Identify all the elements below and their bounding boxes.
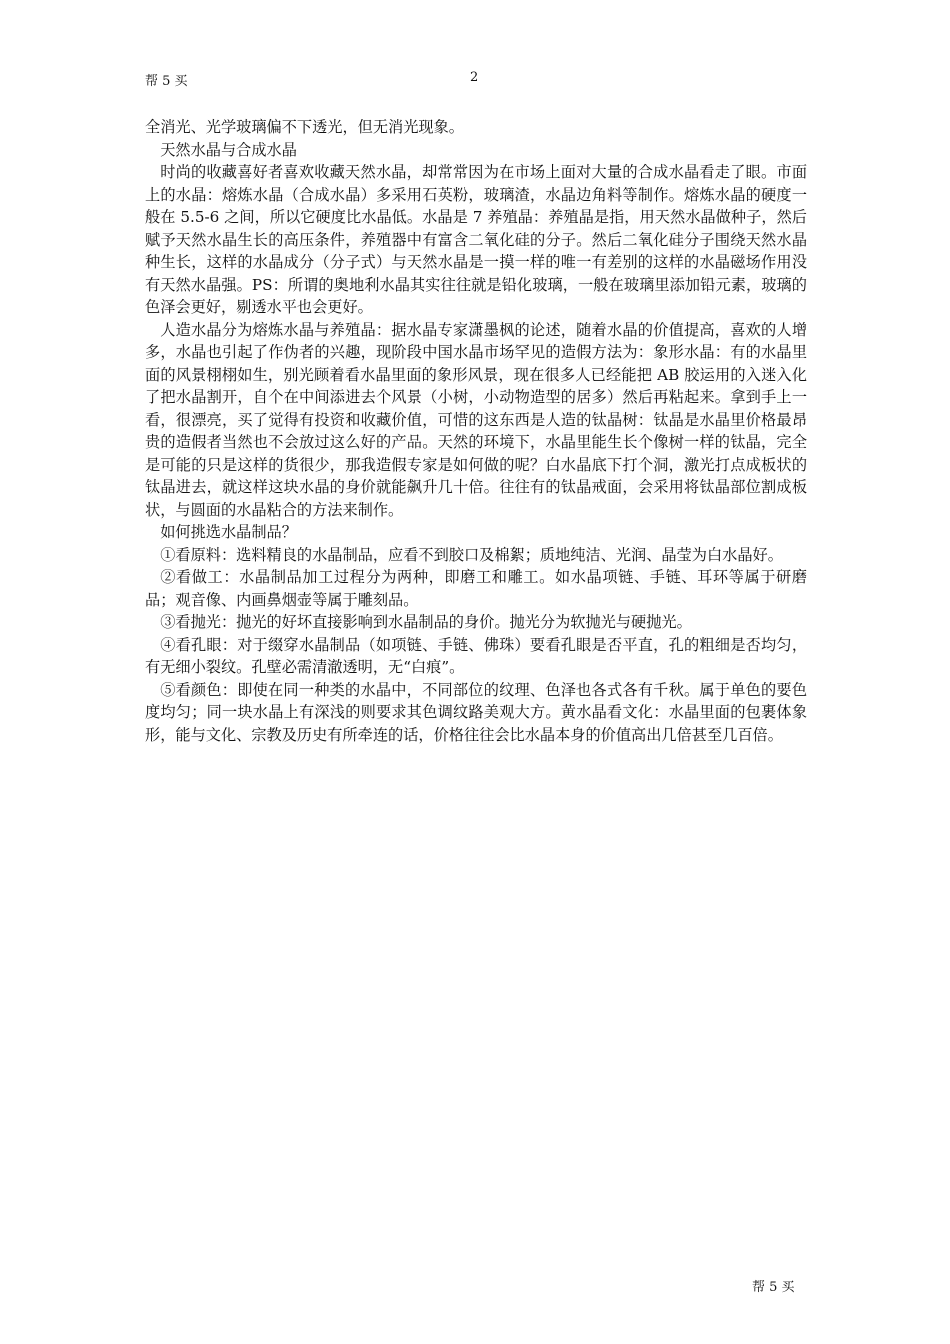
- section-heading-natural-vs-synthetic: 天然水晶与合成水晶: [160, 140, 297, 159]
- document-body: [145, 116, 807, 746]
- list-item-color: ⑤看颜色：即使在同一种类的水晶中，不同部位的纹理、色泽也各式各有千秋。属于单色的要色度均匀；同一块水晶上有深浅的则要求其色调纹路美观大方。黄水晶看文化：水晶里面的包裹体象形，能与文化、宗教及历史有所牵连的话，价格往往会比水晶本身的价值高出几倍甚至几百倍。: [145, 680, 807, 744]
- page-footer-right: 帮 5 买: [752, 1280, 795, 1295]
- list-item-polishing: ③看抛光：抛光的好坏直接影响到水晶制品的身价。抛光分为软抛光与硬抛光。: [160, 613, 692, 631]
- paragraph-continuation: 全消光、光学玻璃偏不下透光，但无消光现象。: [145, 118, 464, 136]
- page-header-left: 帮 5 买: [145, 74, 188, 89]
- list-item-raw-material: ①看原料：选料精良的水晶制品，应看不到胶口及棉絮；质地纯洁、光润、晶莹为白水晶好。: [160, 545, 783, 564]
- paragraph-synthetic-crystal: 时尚的收藏喜好者喜欢收藏天然水晶，却常常因为在市场上面对大量的合成水晶看走了眼。市面上的水晶：熔炼水晶（合成水晶）多采用石英粉，玻璃渣，水晶边角料等制作。熔炼水晶的硬度一般在 5.5-6 之间，所以它硬度比水晶低。水晶是 7 养殖晶：养殖晶是指，用天然水晶做种子，然后赋予天然水晶生长的高压条件，养殖器中有富含二氧化硅的分子。然后二氧化硅分子围绕天然水晶种生长，这样的水晶成分（分子式）与天然水晶是一摸一样的唯一有差别的这样的水晶磁场作用没有天然水晶强。PS：所谓的奥地利水晶其实往往就是铅化玻璃，一般在玻璃里添加铅元素，玻璃的色泽会更好，剔透水平也会更好。: [145, 163, 807, 316]
- paragraph-fake-crystal-methods: 人造水晶分为熔炼水晶与养殖晶：据水晶专家潇墨枫的论述，随着水晶的价值提高，喜欢的人增多，水晶也引起了作伪者的兴趣，现阶段中国水晶市场罕见的造假方法为：象形水晶：有的水晶里面的风景栩栩如生，别光顾着看水晶里面的象形风景，现在很多人已经能把 AB 胶运用的入迷入化了把水晶割开，自个在中间添进去个风景（小树，小动物造型的居多）然后再粘起来。拿到手上一看，很漂亮，买了觉得有投资和收藏价值，可惜的这东西是人造的钛晶树：钛晶是水晶里价格最昂贵的造假者当然也不会放过这么好的产品。天然的环境下，水晶里能生长个像树一样的钛晶，完全是可能的只是这样的货很少，那我造假专家是如何做的呢？白水晶底下打个洞，激光打点成板状的钛晶进去，就这样这块水晶的身价就能飙升几十倍。往往有的钛晶戒面，会采用将钛晶部位割成板状，与圆面的水晶粘合的方法来制作。: [145, 320, 807, 519]
- list-item-holes: ④看孔眼：对于缀穿水晶制品（如项链、手链、佛珠）要看孔眼是否平直，孔的粗细是否均匀，有无细小裂纹。孔壁必需清澈透明，无“白痕”。: [145, 635, 807, 676]
- list-item-workmanship: ②看做工：水晶制品加工过程分为两种，即磨工和雕工。如水晶项链、手链、耳环等属于研磨品；观音像、内画鼻烟壶等属于雕刻品。: [145, 568, 807, 609]
- section-heading-how-to-choose: 如何挑选水晶制品？: [160, 523, 297, 541]
- page-number: 2: [470, 70, 479, 85]
